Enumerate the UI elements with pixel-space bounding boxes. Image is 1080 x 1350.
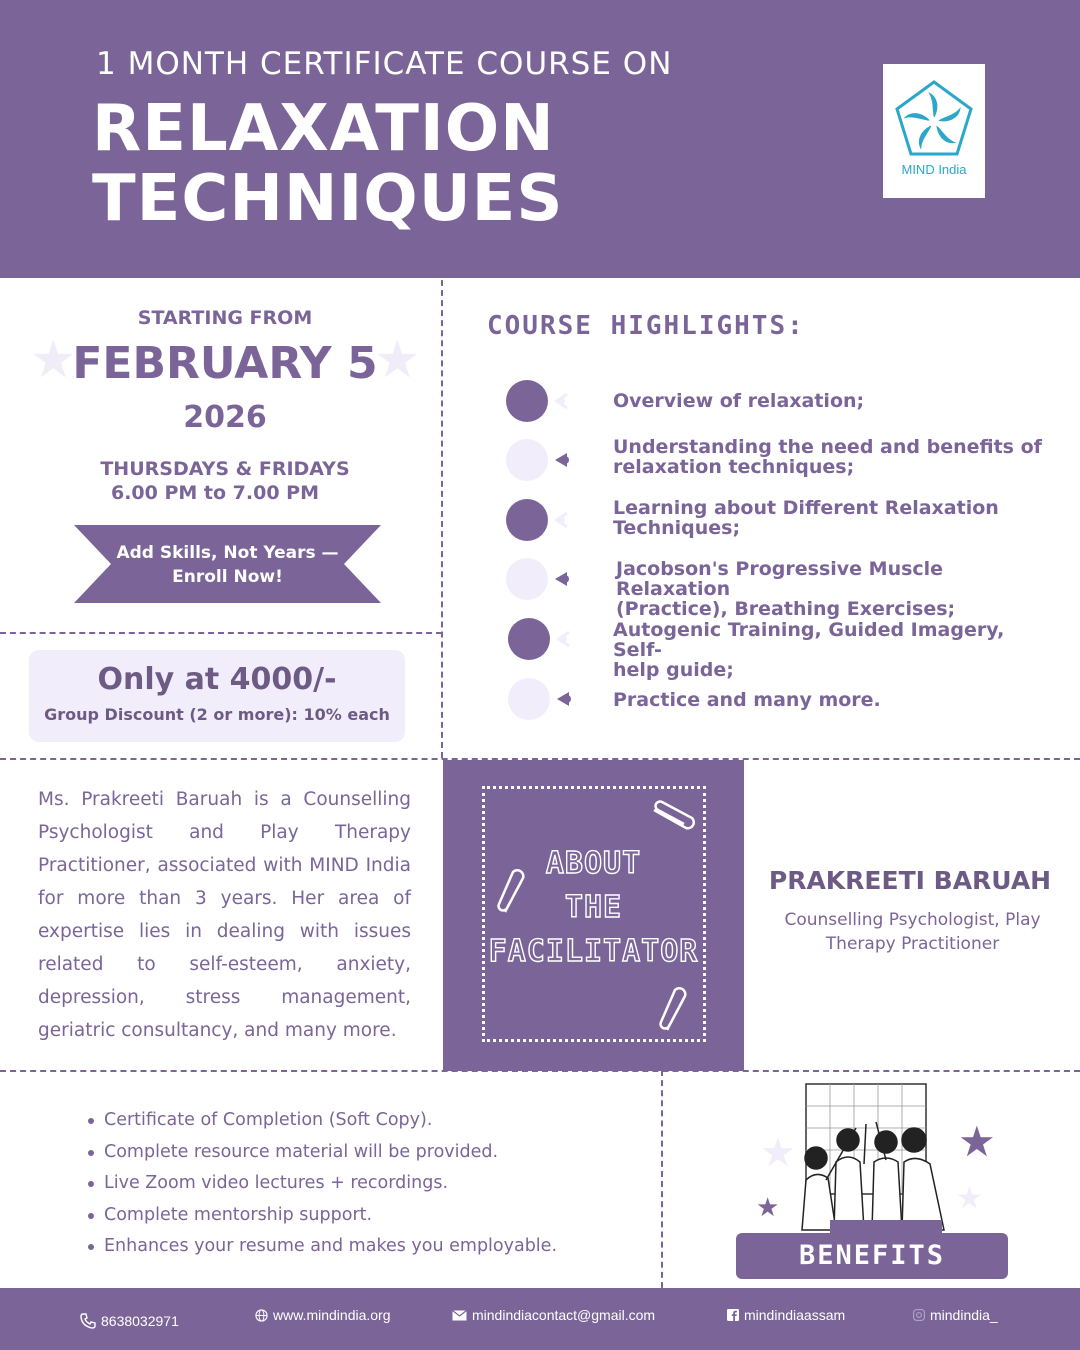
enroll-banner-line2: Enroll Now! bbox=[172, 567, 283, 587]
logo-text: MIND India bbox=[901, 162, 967, 177]
svg-text:★: ★ bbox=[756, 1193, 780, 1223]
paperclip-icon bbox=[657, 986, 697, 1036]
about-title-line2: THE bbox=[564, 890, 623, 925]
highlight-item: Jacobson's Progressive Muscle Relaxation (Practice), Breathing Exercises; bbox=[616, 558, 956, 620]
divider bbox=[0, 632, 442, 634]
list-item: Complete resource material will be provided. bbox=[88, 1137, 648, 1169]
highlights-title: COURSE HIGHLIGHTS: bbox=[487, 311, 805, 341]
facebook-icon bbox=[727, 1309, 739, 1321]
star-icon: ★ bbox=[30, 330, 77, 390]
start-date: FEBRUARY 5 bbox=[72, 338, 378, 389]
phone-number: 8638032971 bbox=[101, 1313, 179, 1329]
group-discount: Group Discount (2 or more): 10% each bbox=[44, 705, 390, 724]
header-banner bbox=[0, 0, 1080, 278]
svg-text:★: ★ bbox=[760, 1130, 796, 1176]
website-link: www.mindindia.org bbox=[273, 1307, 391, 1323]
about-facilitator-panel bbox=[443, 760, 744, 1071]
globe-icon bbox=[255, 1309, 268, 1322]
about-title-line3: FACILITATOR bbox=[488, 934, 699, 969]
schedule-time: 6.00 PM to 7.00 PM bbox=[110, 482, 320, 504]
course-subtitle: 1 MONTH CERTIFICATE COURSE ON bbox=[96, 46, 673, 82]
highlight-item: Practice and many more. bbox=[613, 689, 881, 711]
list-item: Complete mentorship support. bbox=[88, 1200, 648, 1232]
facilitator-name: PRAKREETI BARUAH bbox=[768, 866, 1052, 895]
highlight-item: Learning about Different Relaxation Techniques; bbox=[613, 497, 999, 539]
bullet-dark-icon bbox=[505, 379, 575, 423]
bullet-dark-icon bbox=[505, 498, 575, 542]
footer-email[interactable] bbox=[452, 1307, 655, 1323]
mind-india-logo bbox=[883, 64, 985, 198]
benefits-list bbox=[88, 1105, 648, 1263]
team-high-five-illustration bbox=[736, 1080, 1016, 1240]
starting-label: STARTING FROM bbox=[137, 307, 313, 329]
bullet-light-icon bbox=[507, 677, 577, 721]
course-title-line2: TECHNIQUES bbox=[92, 162, 564, 236]
enroll-banner[interactable] bbox=[74, 525, 381, 603]
instagram-handle: mindindia_ bbox=[930, 1307, 998, 1323]
svg-text:★: ★ bbox=[956, 1181, 983, 1216]
benefits-badge: BENEFITS bbox=[736, 1233, 1008, 1279]
course-title-line1: RELAXATION bbox=[92, 92, 555, 166]
bullet-light-icon bbox=[505, 557, 575, 601]
price-box bbox=[29, 650, 405, 742]
footer-instagram[interactable] bbox=[913, 1307, 998, 1323]
svg-text:★: ★ bbox=[958, 1117, 996, 1166]
contact-footer bbox=[0, 1288, 1080, 1350]
instagram-icon bbox=[913, 1309, 925, 1321]
highlight-item: Overview of relaxation; bbox=[613, 390, 865, 412]
highlight-item: Understanding the need and benefits of relaxation techniques; bbox=[613, 436, 1042, 478]
mail-icon bbox=[452, 1310, 467, 1321]
footer-phone[interactable] bbox=[80, 1313, 179, 1329]
facilitator-role: Counselling Psychologist, Play Therapy Practitioner bbox=[784, 910, 1041, 954]
list-item: Certificate of Completion (Soft Copy). bbox=[88, 1105, 648, 1137]
footer-website[interactable] bbox=[255, 1307, 391, 1323]
list-item: Enhances your resume and makes you employable. bbox=[88, 1231, 648, 1263]
paperclip-icon bbox=[495, 868, 535, 918]
divider bbox=[661, 1070, 663, 1288]
star-icon: ★ bbox=[374, 330, 421, 390]
list-item: Live Zoom video lectures + recordings. bbox=[88, 1168, 648, 1200]
footer-facebook[interactable] bbox=[727, 1307, 845, 1323]
schedule-days: THURSDAYS & FRIDAYS bbox=[100, 458, 350, 480]
email-link: mindindiacontact@gmail.com bbox=[472, 1307, 656, 1323]
facebook-handle: mindindiaassam bbox=[744, 1307, 846, 1323]
paperclip-icon bbox=[646, 800, 696, 840]
highlight-item: Autogenic Training, Guided Imagery, Self- help guide; bbox=[613, 619, 1005, 681]
ribbon-shape bbox=[74, 525, 381, 603]
facilitator-bio: Ms. Prakreeti Baruah is a Counselling Psychologist and Play Therapy Practitioner, associated with MIND India for more than 3 years. Her area of expertise lies in dealing with issues related to self-esteem, anxiety, depression, stress management, geriatric consultancy, and many more. bbox=[38, 789, 411, 1041]
start-year: 2026 bbox=[183, 400, 267, 435]
price: Only at 4000/- bbox=[97, 662, 337, 697]
bullet-light-icon bbox=[505, 438, 575, 482]
bullet-dark-icon bbox=[507, 617, 577, 661]
about-title-line1: ABOUT bbox=[545, 846, 642, 881]
enroll-banner-line1: Add Skills, Not Years — bbox=[116, 543, 339, 563]
pentagon-logo-icon bbox=[893, 78, 975, 160]
phone-icon bbox=[80, 1313, 96, 1329]
